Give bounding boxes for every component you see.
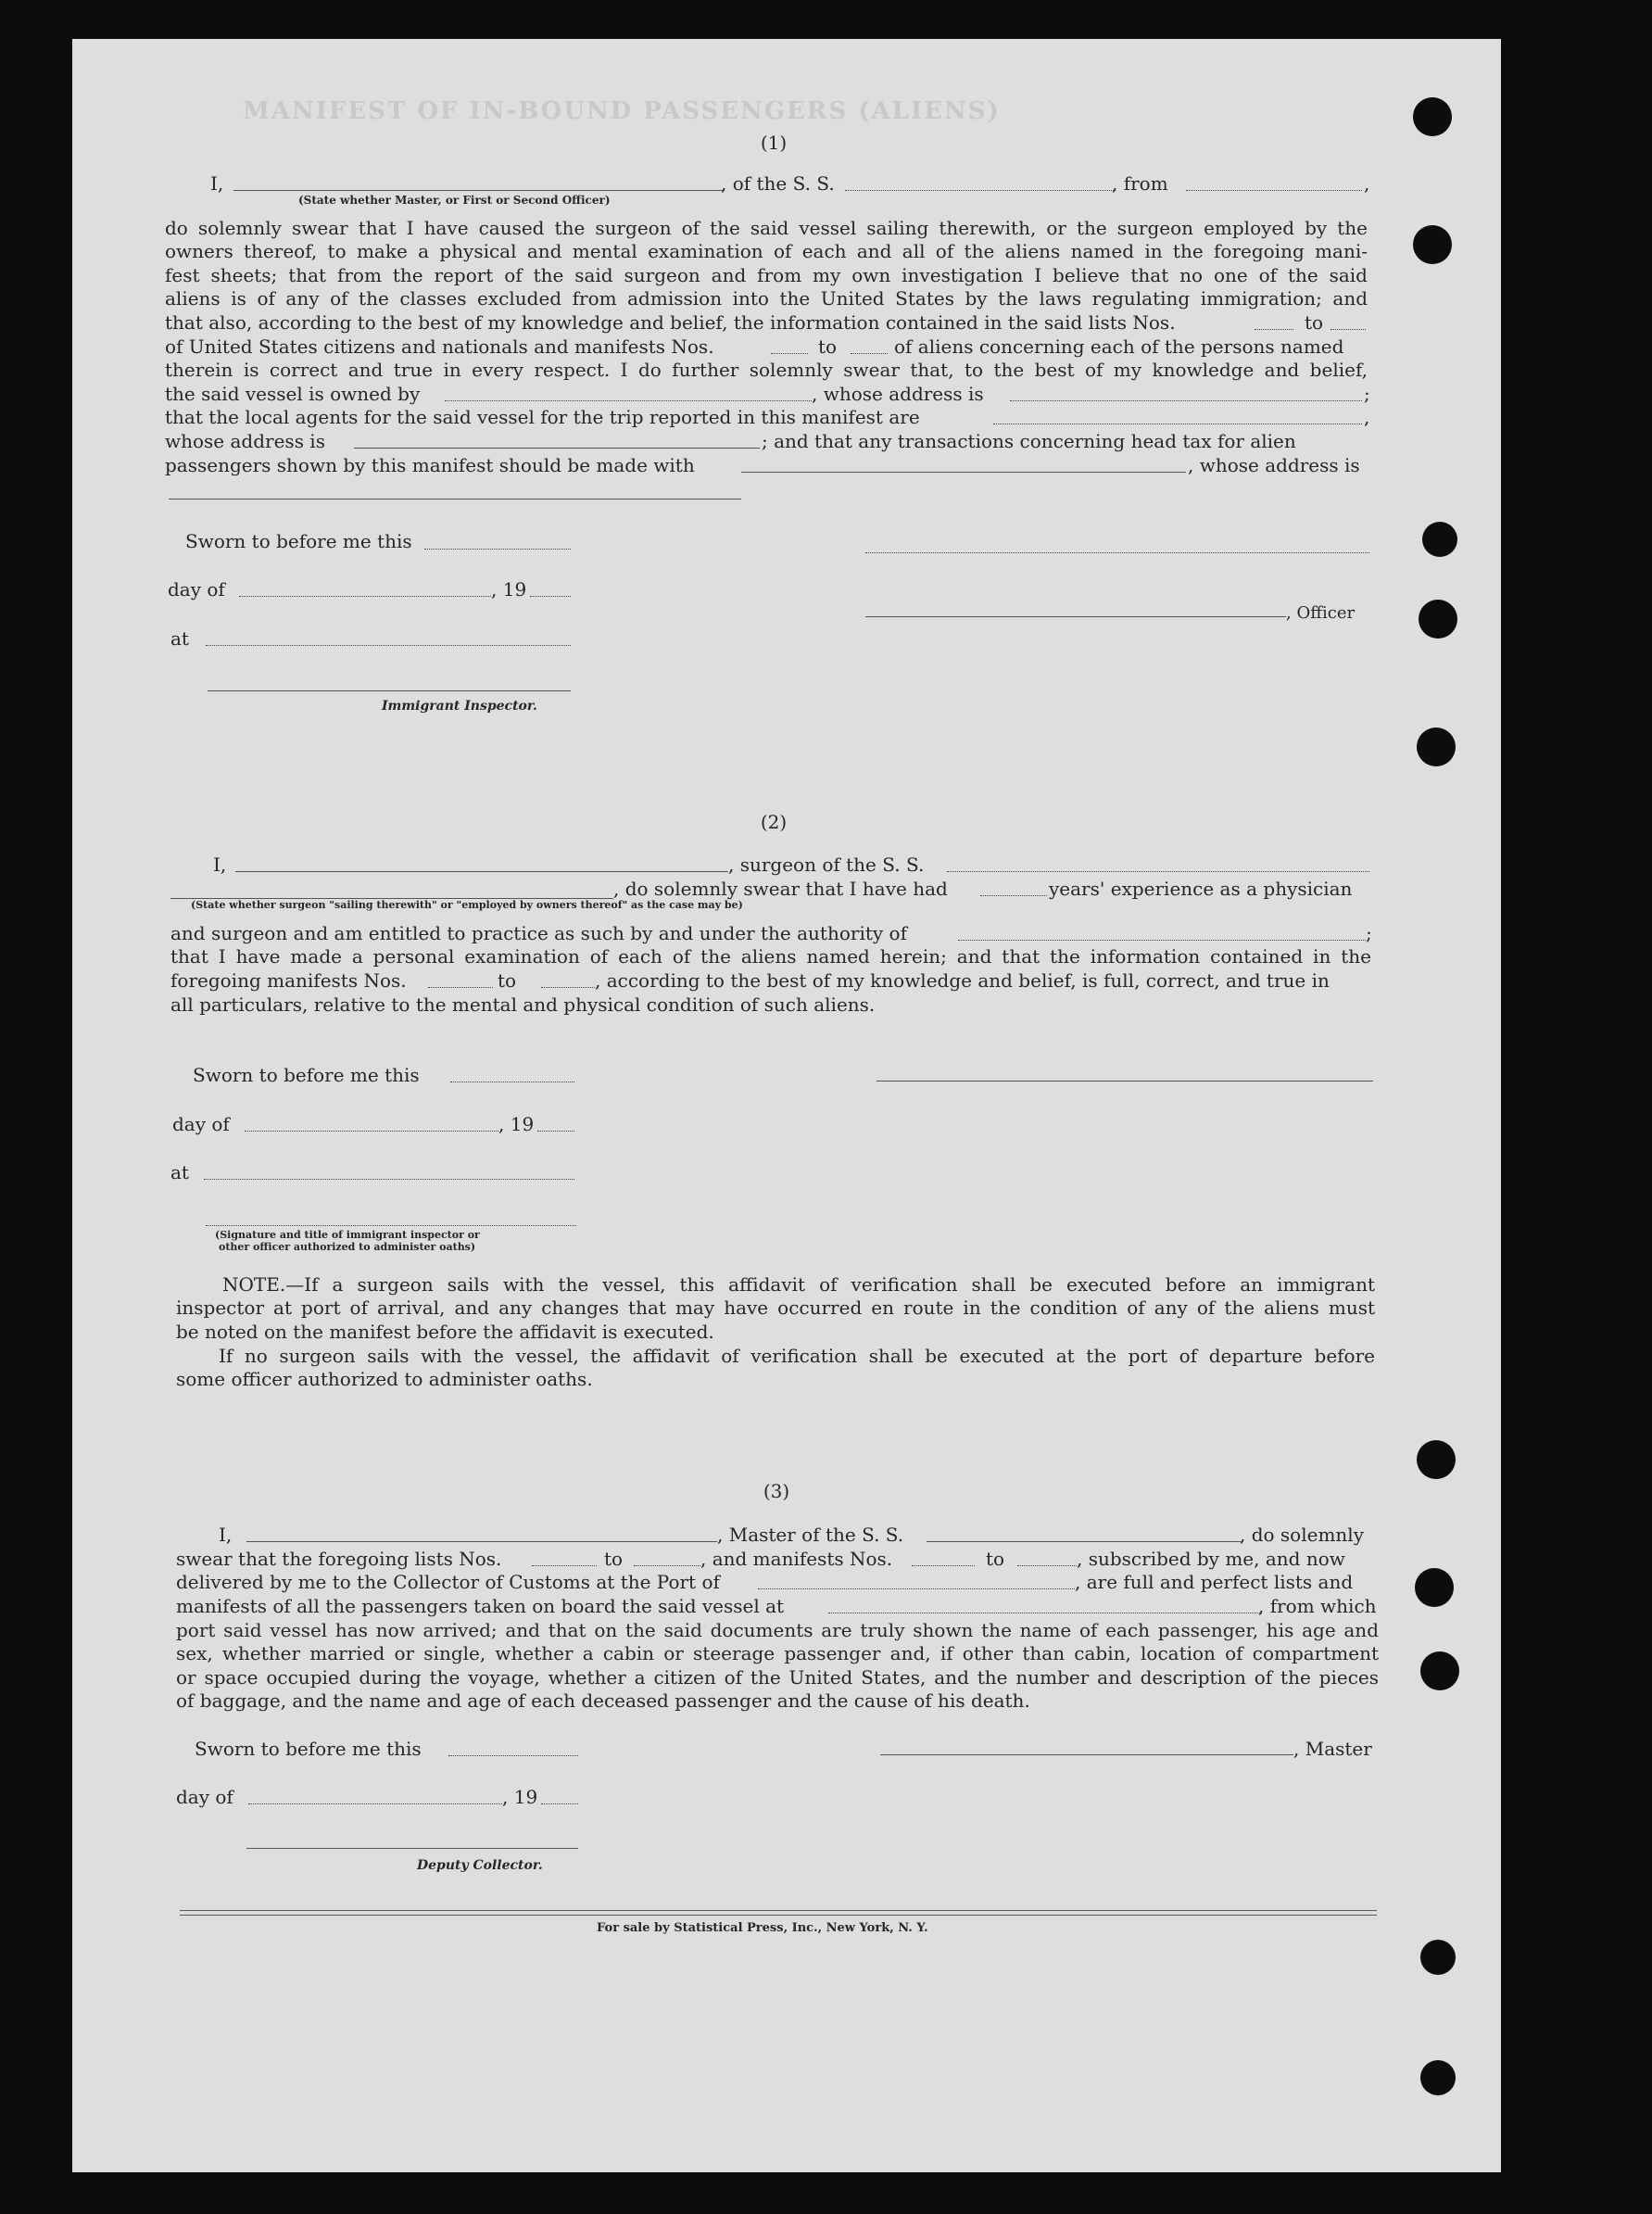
s1-line-4: aliens is of any of the classes excluded from admission into the United States by the laws regulating immigration; and [165,287,1368,310]
punch-hole [1419,600,1457,639]
intro-I: I, [210,172,224,195]
note-line-1: NOTE.—If a surgeon sails with the vessel, this affidavit of verification shall be executed before an immigrant [222,1273,1375,1296]
s2-manifests-to-field[interactable] [541,987,595,988]
place-field[interactable] [206,645,571,646]
place-field[interactable] [204,1179,574,1180]
do-solemnly-label: , do solemnly [1240,1524,1364,1546]
lists-from-field[interactable] [1255,329,1293,330]
sworn-day-field[interactable] [424,549,571,550]
s1-line-2: owners thereof, to make a physical and mental examination of each and all of the aliens named in the foregoing mani- [165,240,1368,262]
inspector-caption: Immigrant Inspector. [382,699,537,714]
month-field[interactable] [239,596,491,597]
subscribed-label: , subscribed by me, and now [1077,1548,1345,1570]
port-field[interactable] [758,1588,1075,1589]
semicolon: ; [1364,383,1370,405]
punch-hole [1422,522,1457,557]
master-name-field[interactable] [246,1541,717,1542]
s1-line-10: whose address is [165,430,325,452]
head-tax-address-field[interactable] [169,499,741,500]
sworn-label: Sworn to before me this [195,1738,422,1760]
s1-line-3: fest sheets; that from the report of the said surgeon and from my own investigation I believe that no one of the said [165,264,1368,286]
s2-line-1: and surgeon and am entitled to practice as such by and under the authority of [170,922,907,944]
punch-hole [1420,2060,1456,2095]
manifests-all-label: manifests of all the passengers taken on board the said vessel at [176,1595,785,1617]
footer-rule [180,1910,1377,1911]
punch-hole [1413,225,1452,264]
full-perfect-label: , are full and perfect lists and [1075,1571,1354,1593]
year-prefix: , 19 [491,578,527,601]
deputy-caption: Deputy Collector. [417,1858,543,1873]
authority-field[interactable] [958,940,1366,941]
to-label: to [604,1548,624,1570]
years-label: years' experience as a physician [1049,878,1353,900]
years-field[interactable] [980,895,1047,896]
punch-hole [1420,1651,1459,1690]
year-prefix: , 19 [502,1786,538,1808]
sworn-label: Sworn to before me this [193,1064,420,1086]
year-field[interactable] [537,1131,574,1132]
master-signature-field[interactable] [880,1754,1293,1755]
semicolon: ; [1366,922,1372,944]
year-field[interactable] [541,1803,578,1804]
s1-line-11: passengers shown by this manifest should be made with [165,454,695,476]
swear-lists-label: swear that the foregoing lists Nos. [176,1548,502,1570]
delivered-label: delivered by me to the Collector of Customs at the Port of [176,1571,720,1593]
day-of-label: day of [172,1113,230,1135]
s3-manifests-to-field[interactable] [1017,1565,1077,1566]
s2-manifests-from-field[interactable] [428,987,493,988]
s3-line-3: or space occupied during the voyage, whether a citizen of the United States, and the number and description of the pieces [176,1666,1379,1689]
to-label: to [1305,311,1324,334]
punch-hole [1415,1568,1454,1607]
master-note: (State whether Master, or First or Second Officer) [298,194,611,207]
from-port-field[interactable] [1186,190,1362,191]
sworn-label: Sworn to before me this [185,530,412,552]
s3-lists-to-field[interactable] [634,1565,700,1566]
and-manifests-label: , and manifests Nos. [700,1548,893,1570]
head-tax-label: ; and that any transactions concerning head tax for alien [762,430,1296,452]
surgeon-of-label: , surgeon of the S. S. [728,854,925,876]
according-label: , according to the best of my knowledge and belief, is full, correct, and true in [595,969,1330,992]
officer-name-field[interactable] [233,190,723,191]
manifests-from-field[interactable] [771,353,808,354]
s3-line-2: sex, whether married or single, whether a cabin or steerage passenger and, if other than cabin, location of compartment [176,1642,1379,1664]
month-field[interactable] [248,1803,502,1804]
to-label: to [986,1548,1005,1570]
s1-line-8: the said vessel is owned by [165,383,421,405]
whose-address-end-label: , whose address is [1188,454,1360,476]
lists-to-field[interactable] [1330,329,1366,330]
punch-hole [1413,97,1452,136]
deputy-signature-field[interactable] [246,1848,578,1849]
at-label: at [170,627,189,650]
agents-address-field[interactable] [354,448,760,449]
section-number-3: (3) [763,1480,790,1502]
of-the-ss-label: , of the S. S. [721,172,835,195]
comma: , [1364,172,1370,195]
note-line-3: be noted on the manifest before the affidavit is executed. [176,1321,714,1343]
surgeon-note: (State whether surgeon "sailing therewith" or "employed by owners thereof" as the case may be) [191,899,743,911]
punch-hole [1417,1440,1456,1479]
s3-lists-from-field[interactable] [532,1565,597,1566]
s2-line-2: that I have made a personal examination of each of the aliens named herein; and that the information contained in the [170,945,1371,968]
manifests-to-field[interactable] [851,353,888,354]
punch-hole [1420,1940,1456,1975]
of-aliens-label: of aliens concerning each of the persons named [894,335,1344,358]
note-line-4: If no surgeon sails with the vessel, the affidavit of verification shall be executed at the port of departure before [219,1345,1375,1367]
from-which-label: , from which [1258,1595,1377,1617]
master-of-label: , Master of the S. S. [717,1524,904,1546]
month-field[interactable] [245,1131,498,1132]
comma: , [1364,406,1370,428]
printer-imprint: For sale by Statistical Press, Inc., New York, N. Y. [597,1921,928,1935]
intro-I: I, [213,854,227,876]
sworn-day-field[interactable] [448,1755,578,1756]
head-tax-party-field[interactable] [741,472,1186,473]
signature-note-1: (Signature and title of immigrant inspector or [215,1229,480,1241]
swear-label: , do solemnly swear that I have had [613,878,948,900]
inspector-signature-field[interactable] [208,690,571,691]
punch-hole [1417,727,1456,766]
to-label: to [498,969,517,992]
surgeon-signature-field[interactable] [876,1081,1373,1082]
signature-note-2: other officer authorized to administer oaths) [219,1241,476,1253]
s1-line-1: do solemnly swear that I have caused the surgeon of the said vessel sailing therewith, or the surgeon employed by the [165,217,1368,239]
year-prefix: , 19 [498,1113,535,1135]
inspector-signature-field[interactable] [206,1225,576,1226]
s1-line-9: that the local agents for the said vessel for the trip reported in this manifest are [165,406,920,428]
day-of-label: day of [176,1786,233,1808]
officer-signature-field[interactable] [865,616,1286,617]
section-number-1: (1) [760,132,788,154]
owner-address-field[interactable] [1010,400,1362,401]
note-line-2: inspector at port of arrival, and any changes that may have occurred en route in the condition of any of the aliens must [176,1297,1375,1319]
s2-line-3: foregoing manifests Nos. [170,969,407,992]
s3-manifests-from-field[interactable] [912,1565,975,1566]
s1-line-6: of United States citizens and nationals and manifests Nos. [165,335,714,358]
officer-caption: , Officer [1286,603,1356,623]
s1-line-7: therein is correct and true in every respect. I do further solemnly swear that, to the best of my knowledge and belief, [165,359,1368,381]
from-label: , from [1112,172,1168,195]
at-label: at [170,1161,189,1183]
note-line-5: some officer authorized to administer oaths. [176,1368,593,1390]
s3-line-4: of baggage, and the name and age of each deceased passenger and the cause of his death. [176,1689,1030,1712]
s3-ship-field[interactable] [927,1541,1242,1542]
to-label: to [818,335,838,358]
day-of-label: day of [168,578,225,601]
footer-rule [180,1915,1377,1916]
s1-line-5: that also, according to the best of my knowledge and belief, the information contained in the said lists Nos. [165,311,1176,334]
surgeon-name-field[interactable] [235,871,728,872]
officer-signature-line-1[interactable] [865,552,1369,553]
section-number-2: (2) [760,811,788,833]
year-field[interactable] [530,596,571,597]
ship-name-field[interactable] [845,190,1114,191]
master-caption: , Master [1293,1738,1372,1760]
s2-line-4: all particulars, relative to the mental and physical condition of such aliens. [170,993,876,1016]
intro-I: I, [219,1524,233,1546]
s3-line-1: port said vessel has now arrived; and that on the said documents are truly shown the name of each passenger, his age and [176,1619,1379,1641]
owner-field[interactable] [445,400,812,401]
bleed-through-header: MANIFEST OF IN-BOUND PASSENGERS (ALIENS) [243,97,1001,125]
surgeon-ship-field[interactable] [947,871,1369,872]
owner-address-label: , whose address is [812,383,984,405]
